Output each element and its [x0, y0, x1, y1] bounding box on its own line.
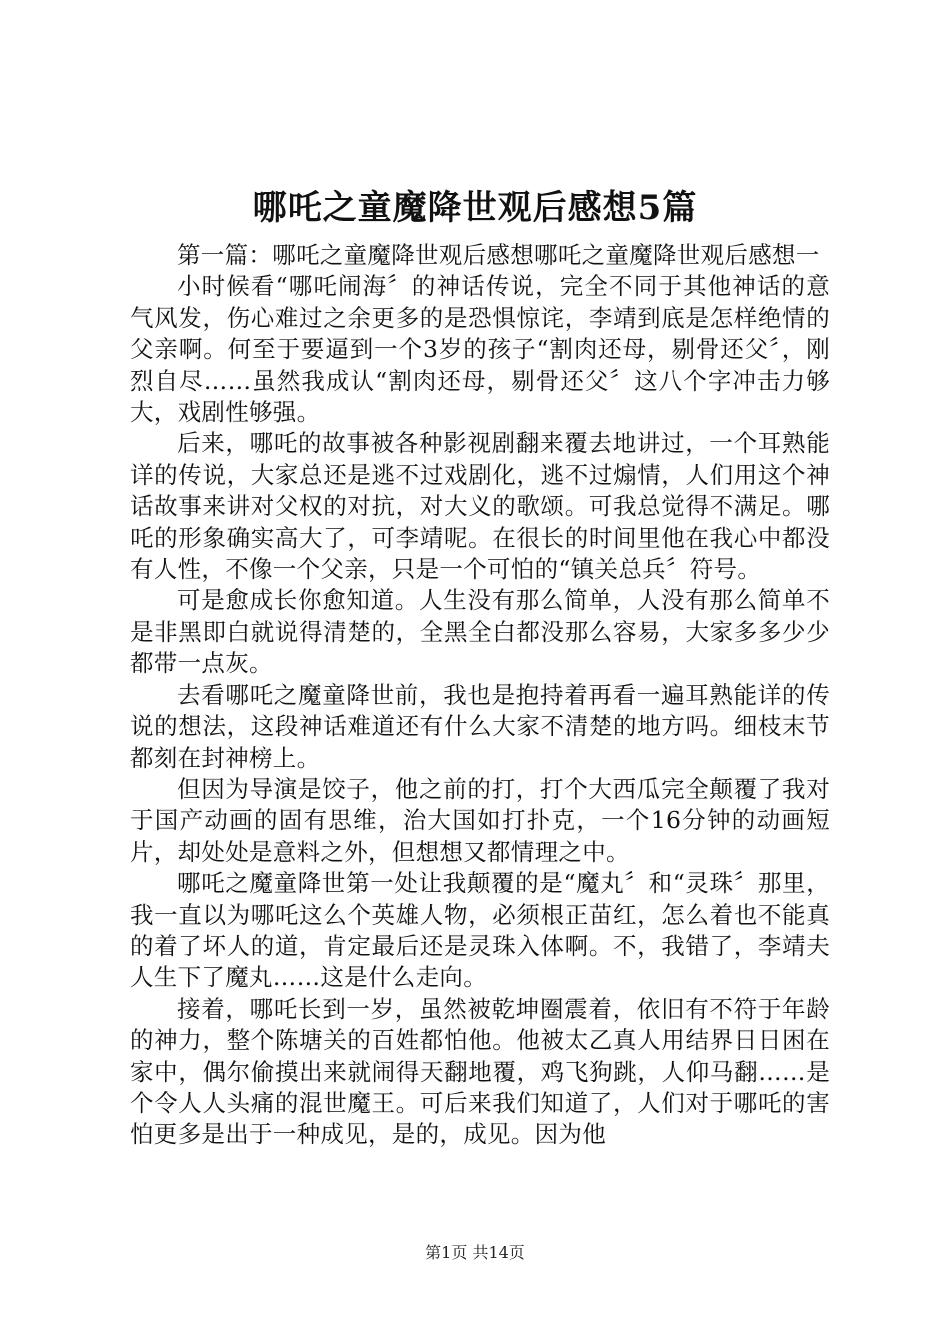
paragraph: 去看哪吒之魔童降世前，我也是抱持着再看一遍耳熟能详的传说的想法，这段神话难道还有什么大家不清楚的地方吗。细枝末节都刻在封神榜上。 [130, 680, 830, 772]
page-number-footer: 第1页 共14页 [425, 1243, 525, 1262]
paragraph: 但因为导演是饺子，他之前的打，打个大西瓜完全颠覆了我对于国产动画的固有思维，治大国如打扑克，一个16分钟的动画短片，却处处是意料之外，但想想又都情理之中。 [130, 774, 830, 866]
paragraph: 可是愈成长你愈知道。人生没有那么简单，人没有那么简单不是非黑即白就说得清楚的，全黑全白都没那么容易，大家多多少少都带一点灰。 [130, 586, 830, 678]
paragraph: 第一篇：哪吒之童魔降世观后感想哪吒之童魔降世观后感想一 [177, 241, 820, 269]
paragraph: 接着，哪吒长到一岁，虽然被乾坤圈震着，依旧有不符于年龄的神力，整个陈塘关的百姓都怕他。他被太乙真人用结界日日困在家中，偶尔偷摸出来就闹得天翻地覆，鸡飞狗跳，人仰马翻……是个令人人头痛的混世魔王。可后来我们知道了，人们对于哪吒的害怕更多是出于一种成见，是的，成见。因为他 [130, 994, 830, 1149]
paragraph: 小时候看“哪吒闹海〞的神话传说，完全不同于其他神话的意气风发，伤心难过之余更多的是恐惧惊诧，李靖到底是怎样绝情的父亲啊。何至于要逼到一个3岁的孩子“割肉还母，剔骨还父〞，刚烈自尽……虽然我成认“割肉还母，剔骨还父〞这八个字冲击力够大，戏剧性够强。 [130, 272, 830, 427]
paragraph: 哪吒之魔童降世第一处让我颠覆的是“魔丸〞和“灵珠〞那里，我一直以为哪吒这么个英雄人物，必须根正苗红，怎么着也不能真的着了坏人的道，肯定最后还是灵珠入体啊。不，我错了，李靖夫人生下了魔丸……这是什么走向。 [130, 869, 830, 992]
document-body [130, 240, 830, 1151]
document-title: 哪吒之童魔降世观后感想5篇 [252, 188, 698, 228]
paragraph: 后来，哪吒的故事被各种影视剧翻来覆去地讲过，一个耳熟能详的传说，大家总还是逃不过戏剧化，逃不过煽情，人们用这个神话故事来讲对父权的对抗，对大义的歌颂。可我总觉得不满足。哪吒的形象确实高大了，可李靖呢。在很长的时间里他在我心中都没有人性，不像一个父亲，只是一个可怕的“镇关总兵〞符号。 [130, 429, 830, 584]
